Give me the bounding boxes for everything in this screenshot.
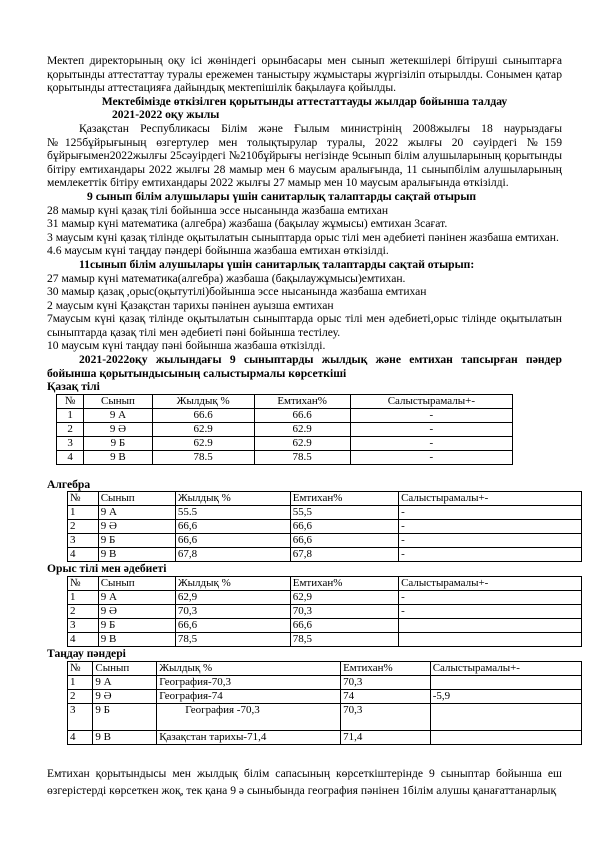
algebra-table [67, 491, 582, 562]
header-exam: Емтихан% [254, 394, 350, 408]
header-comparison: Салыстырамалы+- [430, 661, 581, 675]
cell: - [399, 605, 582, 619]
cell: 62,9 [175, 591, 290, 605]
header-yearly: Жылдық % [175, 577, 290, 591]
table-row [68, 619, 582, 633]
table-header-row [68, 577, 582, 591]
cell: - [350, 450, 512, 464]
table-row [68, 689, 582, 703]
header-class: Сынып [98, 492, 175, 506]
cell [430, 675, 581, 689]
grade9-item: 28 мамыр күні қазақ тілі бойынша эссе нысанында жазбаша емтихан [47, 203, 389, 217]
cell: 62.9 [254, 436, 350, 450]
table-header-row [68, 492, 582, 506]
header-yearly: Жылдық % [152, 394, 254, 408]
cell: География -70,3 [157, 703, 341, 730]
table-row [68, 730, 582, 744]
cell: 67,8 [175, 548, 290, 562]
table-row [68, 520, 582, 534]
cell: 9 Ә [98, 605, 175, 619]
table-title-algebra: Алгебра [47, 477, 91, 491]
table-row [68, 506, 582, 520]
header-number: № [68, 661, 93, 675]
grade11-item: 27 мамыр күні математика(алгебра) жазбаша (бақылаужұмысы)емтихан. [47, 271, 406, 285]
cell: 9 Ә [93, 689, 157, 703]
header-exam: Емтихан% [341, 661, 431, 675]
cell: 2 [68, 689, 93, 703]
cell: 9 В [93, 730, 157, 744]
cell: 9 Б [84, 436, 152, 450]
cell: 9 А [93, 675, 157, 689]
cell: 9 А [84, 408, 152, 422]
cell: 70,3 [341, 703, 431, 730]
cell: - [399, 591, 582, 605]
cell: - [350, 436, 512, 450]
cell: 2 [57, 422, 84, 436]
cell: 9 Ә [84, 422, 152, 436]
grade11-item: 30 мамыр қазақ ,орыс(оқытутілі)бойынша эссе нысанында жазбаша емтихан [47, 285, 427, 299]
academic-year-heading: 2021-2022 оқу жылы [112, 108, 220, 122]
ministry-paragraph: Қазақстан Республикасы Білім және Ғылым министрінің 2008жылғы 18 наурыздағы №125бұйрығының өзгертулер мен толықтырулар туралы, 2022 жылғы 20 сәуірдегі №159 бұйрығымен2022жылғы 25сәуірдегі №210бұйрығы негізінде 9сынып білім алушыларының қорытынды бітіру емтихандары 2022 жылғы 28 мамыр мен 6 маусым аралығында, 11 сыныпбілім алушыларының мемлекеттік бітіру емтихандары 2022 жылғы 27 мамыр мен 10 маусым аралығында өткізілді. [47, 121, 562, 190]
cell: - [399, 548, 582, 562]
header-yearly: Жылдық % [157, 661, 341, 675]
cell: 70,3 [341, 675, 431, 689]
grade9-item: 31 мамыр күні математика (алгебра) жазбаша (бақылау жұмысы) емтихан 3сағат. [47, 217, 448, 231]
cell: 1 [68, 675, 93, 689]
header-class: Сынып [93, 661, 157, 675]
cell: 70,3 [175, 605, 290, 619]
cell: 66.6 [152, 408, 254, 422]
header-exam: Емтихан% [290, 577, 398, 591]
table-title-russian: Орыс тілі мен әдебиеті [47, 562, 167, 576]
cell: - [350, 422, 512, 436]
table-row [57, 408, 513, 422]
table-title-elective: Таңдау пәндері [47, 647, 126, 661]
cell: 66,6 [290, 520, 398, 534]
cell: - [399, 506, 582, 520]
cell: 78.5 [152, 450, 254, 464]
table-header-row [57, 394, 513, 408]
cell: 78.5 [254, 450, 350, 464]
russian-table [67, 576, 582, 647]
header-number: № [57, 394, 84, 408]
table-header-row [68, 661, 582, 675]
cell: 66.6 [254, 408, 350, 422]
cell: 66,6 [175, 520, 290, 534]
cell: 4 [57, 450, 84, 464]
table-row [57, 436, 513, 450]
intro-paragraph: Мектеп директорының оқу ісі жөніндегі орынбасары мен сынып жетекшілері бітіруші сыныптарға қорытынды аттестаттау туралы ережемен таныстыру жұмыстары жүргізіліп отырылды. Сонымен қатар қорытынды аттестацияға дайындық мектепішілік бақылауға қойылды. [47, 54, 562, 95]
cell: 9 Б [93, 703, 157, 730]
cell: 62.9 [152, 436, 254, 450]
table-row [68, 591, 582, 605]
cell: 71,4 [341, 730, 431, 744]
cell: География-74 [157, 689, 341, 703]
cell: 4 [68, 548, 99, 562]
grade11-item: 7маусым күні қазақ тілінде оқытылатын сыныптарда орыс тілі мен әдебиеті,орыс тілінде оқытылатын сыныптарда қазақ тілі мен әдебиеті пәні бойынша тестілеу. [47, 312, 562, 339]
cell: 62,9 [290, 591, 398, 605]
kazakh-table [56, 394, 513, 465]
cell: - [399, 534, 582, 548]
header-exam: Емтихан% [290, 492, 398, 506]
cell [430, 703, 581, 730]
header-comparison: Салыстырамалы+- [399, 492, 582, 506]
table-title-kazakh: Қазақ тілі [47, 380, 100, 394]
cell: 9 В [98, 548, 175, 562]
cell [399, 633, 582, 647]
cell: 9 А [98, 506, 175, 520]
cell: 78,5 [175, 633, 290, 647]
cell: Қазақстан тарихы-71,4 [157, 730, 341, 744]
cell: 1 [57, 408, 84, 422]
cell: 4 [68, 633, 99, 647]
cell: 4 [68, 730, 93, 744]
cell: 9 Б [98, 619, 175, 633]
table-row [68, 548, 582, 562]
header-comparison: Салыстырамалы+- [399, 577, 582, 591]
cell: 66,6 [175, 619, 290, 633]
grade9-item: 4.6 маусым күні таңдау пәндері бойынша жазбаша емтихан өткізілді. [47, 244, 389, 258]
table-row [68, 605, 582, 619]
cell: 55,5 [290, 506, 398, 520]
table-row [57, 422, 513, 436]
header-number: № [68, 577, 99, 591]
cell: - [350, 408, 512, 422]
header-yearly: Жылдық % [175, 492, 290, 506]
cell: 3 [68, 703, 93, 730]
grade11-heading: 11сынып білім алушылары үшін санитарлық талаптарды сақтай отырып: [79, 257, 475, 271]
cell: 9 А [98, 591, 175, 605]
cell: 2 [68, 520, 99, 534]
header-comparison: Салыстырамалы+- [350, 394, 512, 408]
cell: 78,5 [290, 633, 398, 647]
table-row [68, 633, 582, 647]
document-page [47, 54, 562, 799]
grade11-item: 10 маусым күні таңдау пәні бойынша жазбаша өткізілді. [47, 339, 326, 353]
grade9-item: 3 маусым күні қазақ тілінде оқытылатын сыныптарда орыс тілі мен әдебиеті пәнінен жазбаша емтихан. [47, 230, 559, 244]
cell: 3 [57, 436, 84, 450]
cell: География-70,3 [157, 675, 341, 689]
cell [399, 619, 582, 633]
cell: - [399, 520, 582, 534]
conclusion-paragraph: Емтихан қорытындысы мен жылдық білім сапасының көрсеткіштерінде 9 сыныптар бойынша еш өзгерістерді көрсеткен жоқ, тек қана 9 ә сыныбында география пәнінен 1білім алушы қанағаттанарлық [47, 766, 562, 797]
table-row [68, 534, 582, 548]
analysis-heading: Мектебімізде өткізілген қорытынды аттестаттауды жылдар бойынша талдау [101, 94, 508, 108]
cell: 66,6 [175, 534, 290, 548]
grade11-item: 2 маусым күні Қазақстан тарихы пәнінен ауызша емтихан [47, 298, 334, 312]
table-row [57, 450, 513, 464]
cell [430, 730, 581, 744]
cell: 66,6 [290, 534, 398, 548]
cell: 9 Б [98, 534, 175, 548]
header-number: № [68, 492, 99, 506]
header-class: Сынып [98, 577, 175, 591]
grade9-heading: 9 сынып білім алушылары үшін санитарлық талаптарды сақтай отырып [87, 189, 477, 203]
cell: 55.5 [175, 506, 290, 520]
cell: 74 [341, 689, 431, 703]
cell: 3 [68, 619, 99, 633]
cell: 1 [68, 591, 99, 605]
elective-table [67, 661, 582, 745]
cell: 1 [68, 506, 99, 520]
cell: 2 [68, 605, 99, 619]
cell: 62.9 [254, 422, 350, 436]
cell: 9 В [84, 450, 152, 464]
table-row [68, 675, 582, 689]
cell: 66,6 [290, 619, 398, 633]
table-row [68, 703, 582, 730]
cell: 9 Ә [98, 520, 175, 534]
cell: 67,8 [290, 548, 398, 562]
header-class: Сынып [84, 394, 152, 408]
cell: 9 В [98, 633, 175, 647]
cell: 3 [68, 534, 99, 548]
cell: -5,9 [430, 689, 581, 703]
comparison-heading: 2021-2022оқу жылындағы 9 сыныптарды жылдық және емтихан тапсырған пәндер бойынша қорытындысының салыстырмалы көрсеткіші [47, 353, 562, 380]
cell: 62.9 [152, 422, 254, 436]
cell: 70,3 [290, 605, 398, 619]
